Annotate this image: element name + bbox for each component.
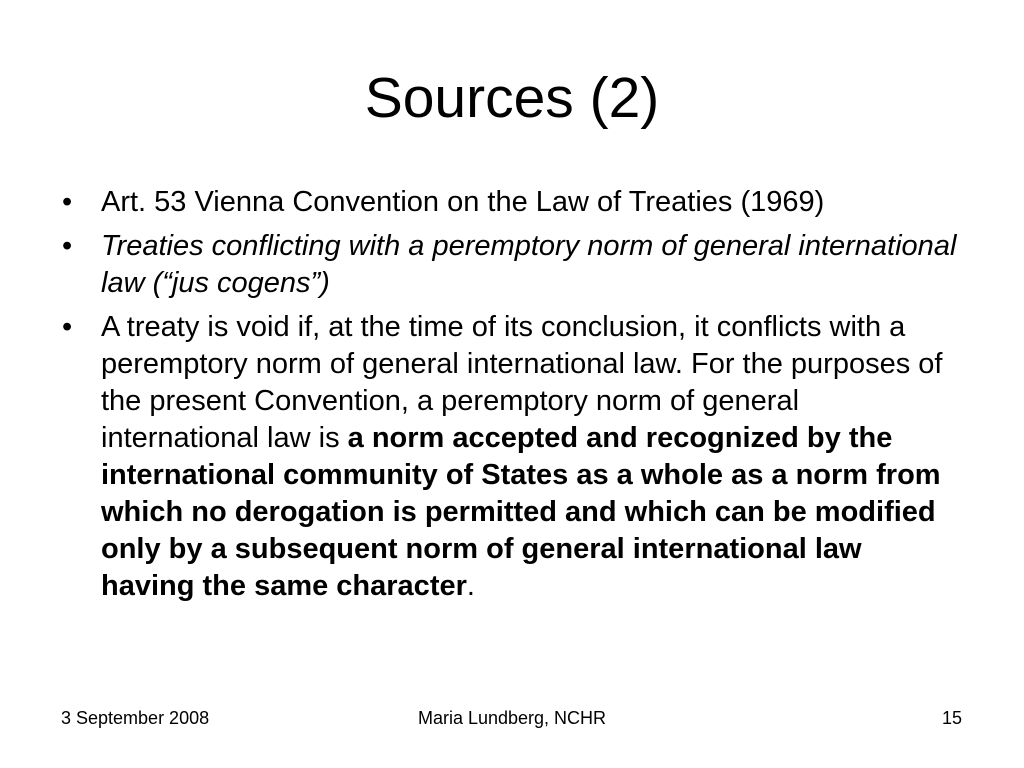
slide-title: Sources (2) (364, 66, 660, 130)
footer-author: Maria Lundberg, NCHR (417, 708, 607, 728)
bullet-icon: • (62, 311, 73, 343)
bullet-text-normal: A treaty is void if, at the time of its conclusion, it conflicts with a peremptory norm of general international law. For the purposes of the present Convention, a peremptory norm of general international law is (101, 311, 943, 454)
bullet-item-jus-cogens (62, 228, 962, 302)
bullet-item-vienna-convention (62, 184, 962, 221)
bullet-text: Art. 53 Vienna Convention on the Law of Treaties (1969) (101, 186, 825, 218)
bullet-icon: • (62, 230, 73, 262)
bullet-icon: • (62, 186, 73, 218)
bullet-text (101, 311, 942, 602)
bullet-text-bold: a norm accepted and recognized by the international community of States as a whole as a norm from which no derogation is permitted and which can be modified only by a subsequent norm of general international law having the same character (101, 422, 941, 602)
footer-date: 3 September 2008 (61, 708, 210, 728)
bullet-text-end: . (466, 570, 475, 602)
bullet-list (62, 184, 962, 612)
footer-page-number: 15 (941, 708, 962, 728)
bullet-item-article-text (62, 309, 962, 605)
bullet-text: Treaties conflicting with a peremptory norm of general international law (“jus cogens”) (101, 230, 957, 299)
